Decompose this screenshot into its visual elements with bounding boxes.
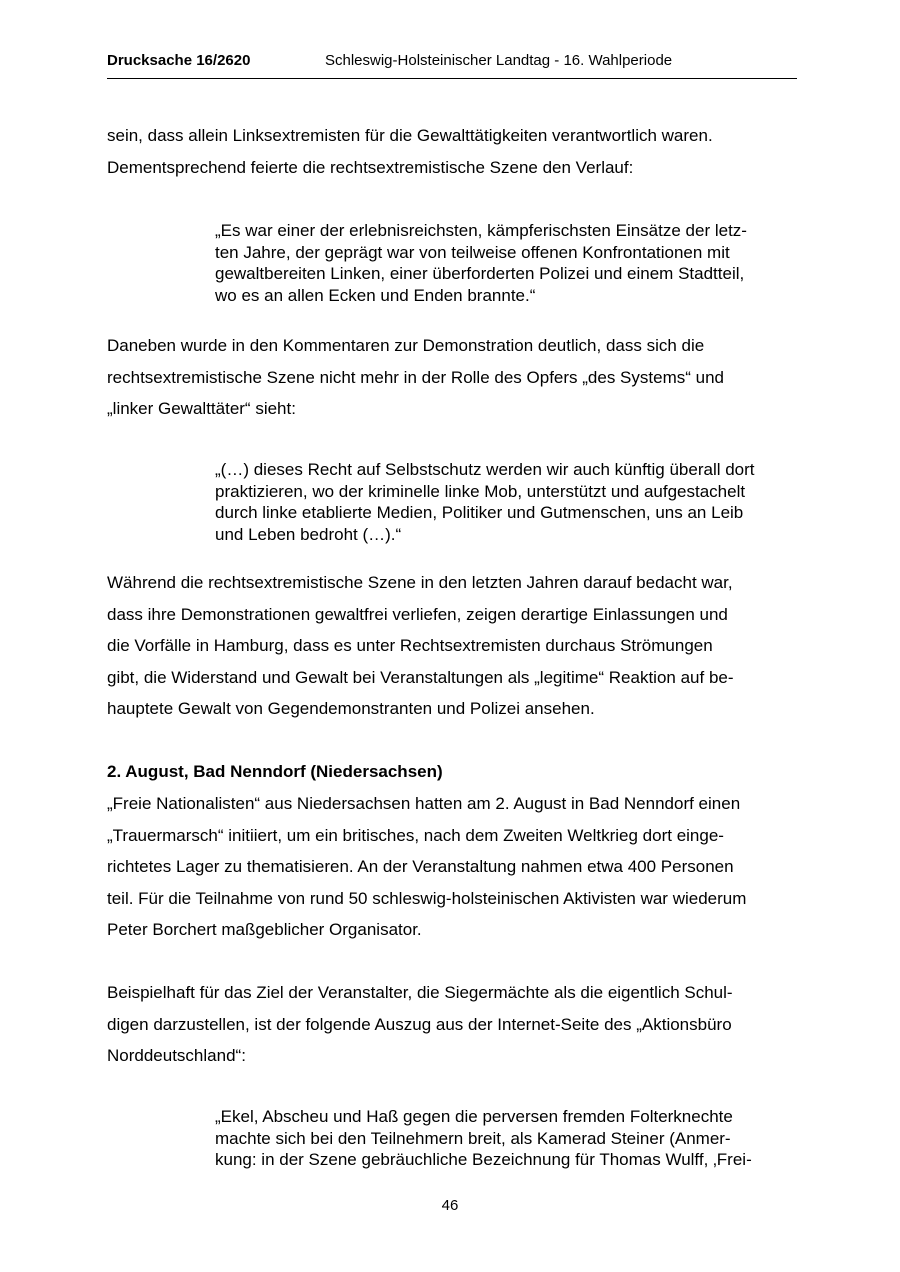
text-line: gewaltbereiten Linken, einer überforderten Polizei und einem Stadtteil, [215,264,745,283]
text-line: gibt, die Widerstand und Gewalt bei Veranstaltungen als „legitime“ Reaktion auf be- [107,667,734,687]
paragraph-3 [107,567,797,725]
page-header [107,52,797,79]
text-line: ten Jahre, der geprägt war von teilweise offenen Konfrontationen mit [215,242,730,262]
text-line: Daneben wurde in den Kommentaren zur Demonstration deutlich, dass sich die [107,336,705,355]
text-line: Beispielhaft für das Ziel der Veranstalter, die Siegermächte als die eigentlich Schul- [107,983,733,1002]
quote-1 [215,220,793,306]
paragraph-4 [107,788,797,946]
text-line: kung: in der Szene gebräuchliche Bezeichnung für Thomas Wulff, ‚Frei- [215,1150,752,1169]
paragraph-1 [107,120,797,183]
quote-3 [215,1106,793,1171]
paragraph-2 [107,330,797,425]
section-heading: 2. August, Bad Nenndorf (Niedersachsen) [107,762,443,781]
text-line: teil. Für die Teilnahme von rund 50 schleswig-holsteinischen Aktivisten war wiederum [107,888,747,908]
text-line: durch linke etablierte Medien, Politiker und Gutmenschen, uns an Leib [215,503,744,522]
page-number: 46 [441,1197,459,1214]
text-line: Peter Borchert maßgeblicher Organisator. [107,920,422,939]
text-line: und Leben bedroht (…).“ [215,524,402,544]
text-line: „Freie Nationalisten“ aus Niedersachsen hatten am 2. August in Bad Nenndorf einen [107,794,741,813]
paragraph-5 [107,977,797,1072]
text-line: rechtsextremistische Szene nicht mehr in der Rolle des Opfers „des Systems“ und [107,367,724,387]
document-number: Drucksache 16/2620 [107,52,251,69]
text-line: hauptete Gewalt von Gegendemonstranten und Polizei ansehen. [107,699,595,718]
text-line: praktizieren, wo der kriminelle linke Mob, unterstützt und aufgestachelt [215,481,746,501]
quote-2 [215,459,793,545]
text-line: Während die rechtsextremistische Szene in den letzten Jahren darauf bedacht war, [107,573,733,592]
text-line: „Es war einer der erlebnisreichsten, kämpferischsten Einsätze der letz- [215,221,747,240]
text-line: Dementsprechend feierte die rechtsextremistische Szene den Verlauf: [107,157,634,177]
text-line: machte sich bei den Teilnehmern breit, als Kamerad Steiner (Anmer- [215,1128,731,1148]
text-line: „Trauermarsch“ initiiert, um ein britisches, nach dem Zweiten Weltkrieg dort einge- [107,825,724,845]
text-line: digen darzustellen, ist der folgende Auszug aus der Internet-Seite des „Aktionsbüro [107,1014,732,1034]
text-line: „Ekel, Abscheu und Haß gegen die perversen fremden Folterknechte [215,1107,733,1126]
parliament-title: Schleswig-Holsteinischer Landtag - 16. Wahlperiode [325,52,673,69]
text-line: Norddeutschland“: [107,1046,246,1065]
text-line: sein, dass allein Linksextremisten für die Gewalttätigkeiten verantwortlich waren. [107,126,713,145]
text-line: richtetes Lager zu thematisieren. An der Veranstaltung nahmen etwa 400 Personen [107,857,734,876]
text-line: „linker Gewalttäter“ sieht: [107,399,296,418]
text-line: die Vorfälle in Hamburg, dass es unter Rechtsextremisten durchaus Strömungen [107,636,713,655]
text-line: dass ihre Demonstrationen gewaltfrei verliefen, zeigen derartige Einlassungen und [107,604,728,624]
text-line: „(…) dieses Recht auf Selbstschutz werden wir auch künftig überall dort [215,460,755,479]
text-line: wo es an allen Ecken und Enden brannte.“ [215,285,536,305]
